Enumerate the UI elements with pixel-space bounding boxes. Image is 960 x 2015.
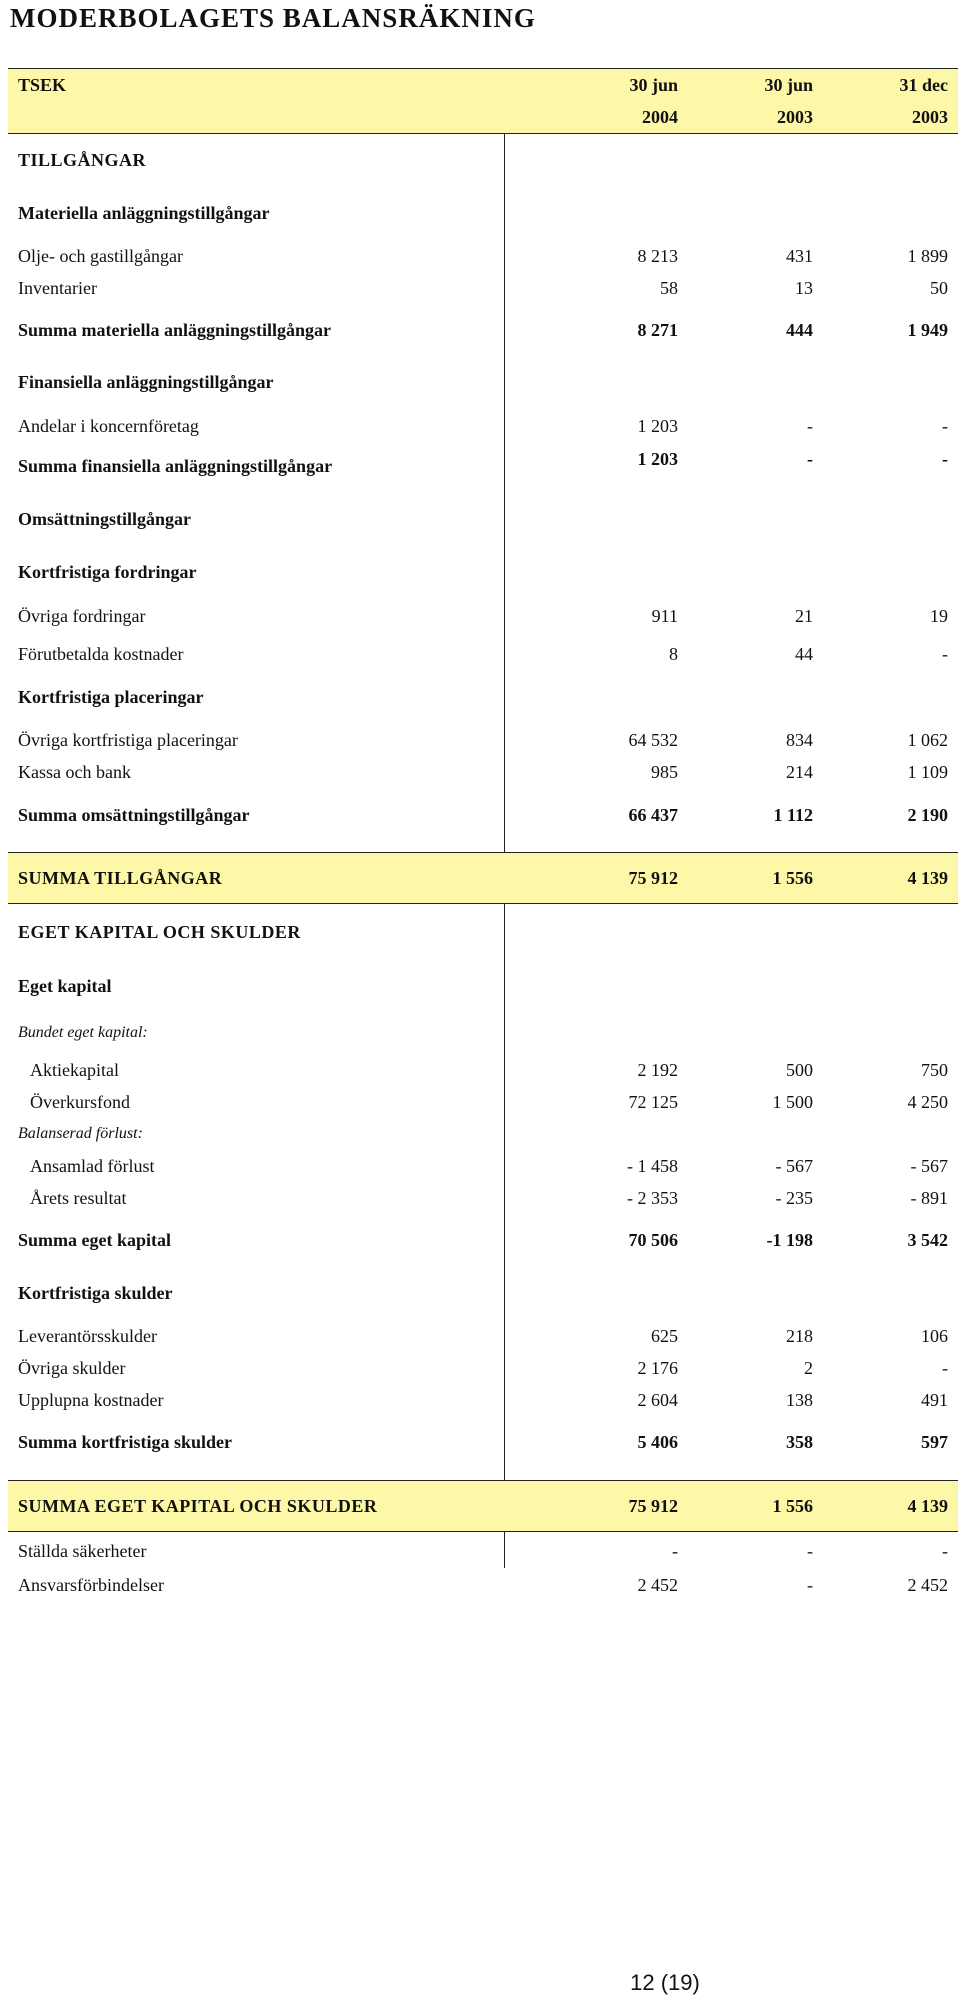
group-heading xyxy=(8,488,958,550)
value-c3: 4 250 xyxy=(907,1091,948,1112)
value-c2: - 235 xyxy=(775,1187,813,1208)
value-c1: 75 912 xyxy=(628,1495,678,1516)
value-c2: - xyxy=(807,1540,813,1561)
value-c1: 911 xyxy=(651,605,678,626)
row-label: Förutbetalda kostnader xyxy=(18,643,184,664)
value-c1: 985 xyxy=(651,761,678,782)
value-c1: 72 125 xyxy=(628,1091,678,1112)
value-c3: 750 xyxy=(921,1059,948,1080)
row-label: TILLGÅNGAR xyxy=(18,149,147,170)
subtotal-row xyxy=(8,1416,958,1468)
row-label: EGET KAPITAL OCH SKULDER xyxy=(18,921,301,942)
table-row xyxy=(8,1086,958,1118)
row-label: Kassa och bank xyxy=(18,761,131,782)
value-c1: - 1 458 xyxy=(627,1155,678,1176)
value-c2: 834 xyxy=(786,729,813,750)
row-label: Ansvarsförbindelser xyxy=(18,1574,164,1595)
table-row xyxy=(8,240,958,272)
table-row xyxy=(8,1182,958,1214)
value-c2: 218 xyxy=(786,1325,813,1346)
value-c2: 358 xyxy=(786,1431,813,1452)
group-heading xyxy=(8,670,958,724)
section-heading xyxy=(8,134,958,186)
row-label: Ansamlad förlust xyxy=(30,1155,155,1176)
value-c3: 4 139 xyxy=(907,1495,948,1516)
group-heading xyxy=(8,550,958,594)
row-label: Kortfristiga placeringar xyxy=(18,686,204,707)
header-c3-year: 2003 xyxy=(912,106,948,127)
value-c1: 2 192 xyxy=(637,1059,678,1080)
value-c1: 2 452 xyxy=(637,1574,678,1595)
row-label: Ställda säkerheter xyxy=(18,1540,147,1561)
page-number: 12 (19) xyxy=(630,1970,700,1995)
value-c1: 2 176 xyxy=(637,1357,678,1378)
value-c3: - 567 xyxy=(910,1155,948,1176)
row-label: Kortfristiga fordringar xyxy=(18,561,197,582)
value-c1: 2 604 xyxy=(637,1389,678,1410)
subtotal-row xyxy=(8,788,958,842)
table-row xyxy=(8,1320,958,1352)
table-row xyxy=(8,408,958,444)
row-label: Summa eget kapital xyxy=(18,1229,171,1250)
row-label: Summa materiella anläggningstillgångar xyxy=(18,319,332,340)
row-label: Upplupna kostnader xyxy=(18,1389,164,1410)
value-c2: - xyxy=(807,1574,813,1595)
value-c2: 1 556 xyxy=(772,867,813,888)
value-c3: 3 542 xyxy=(907,1229,948,1250)
value-c2: 444 xyxy=(786,319,813,340)
value-c3: 1 949 xyxy=(907,319,948,340)
value-c1: - 2 353 xyxy=(627,1187,678,1208)
total-equity-liabilities-row xyxy=(8,1480,958,1532)
table-row xyxy=(8,638,958,670)
group-heading xyxy=(8,356,958,408)
header-c1-top: 30 jun xyxy=(629,74,678,95)
value-c2: - 567 xyxy=(775,1155,813,1176)
value-c2: 13 xyxy=(795,277,813,298)
row-label: Aktiekapital xyxy=(30,1059,119,1080)
group-heading xyxy=(8,960,958,1012)
value-c1: 8 271 xyxy=(637,319,678,340)
value-c3: - xyxy=(942,643,948,664)
value-c3: 1 899 xyxy=(907,245,948,266)
value-c3: 491 xyxy=(921,1389,948,1410)
value-c3: - xyxy=(942,1540,948,1561)
row-label: Omsättningstillgångar xyxy=(18,508,192,529)
value-c2: 44 xyxy=(795,643,813,664)
value-c3: - xyxy=(942,415,948,436)
value-c1: 1 203 xyxy=(637,448,678,469)
row-label: Årets resultat xyxy=(30,1187,127,1208)
value-c2: 21 xyxy=(795,605,813,626)
value-c3: 4 139 xyxy=(907,867,948,888)
value-c3: - 891 xyxy=(910,1187,948,1208)
value-c1: 75 912 xyxy=(628,867,678,888)
row-label: Övriga skulder xyxy=(18,1357,126,1378)
value-c1: 70 506 xyxy=(628,1229,678,1250)
value-c3: 106 xyxy=(921,1325,948,1346)
row-label: Överkursfond xyxy=(30,1091,130,1112)
table-row xyxy=(8,1054,958,1086)
value-c2: 500 xyxy=(786,1059,813,1080)
value-c3: 597 xyxy=(921,1431,948,1452)
value-c2: 1 556 xyxy=(772,1495,813,1516)
value-c2: 138 xyxy=(786,1389,813,1410)
value-c3: 1 062 xyxy=(907,729,948,750)
row-label: Olje- och gastillgångar xyxy=(18,245,183,266)
value-c1: 66 437 xyxy=(628,804,678,825)
table-header xyxy=(8,68,958,101)
table-row xyxy=(8,756,958,788)
value-c1: 1 203 xyxy=(637,415,678,436)
value-c2: 214 xyxy=(786,761,813,782)
row-label: Inventarier xyxy=(18,277,97,298)
header-c2-year: 2003 xyxy=(777,106,813,127)
table-row xyxy=(8,1532,958,1570)
row-label: Eget kapital xyxy=(18,975,112,996)
value-c2: -1 198 xyxy=(766,1229,813,1250)
row-label: Summa kortfristiga skulder xyxy=(18,1431,233,1452)
table-row xyxy=(8,272,958,304)
value-c2: 2 xyxy=(804,1357,813,1378)
section-heading xyxy=(8,904,958,960)
subtotal-row xyxy=(8,304,958,356)
row-label: Bundet eget kapital: xyxy=(18,1024,148,1041)
value-c3: 2 190 xyxy=(907,804,948,825)
row-label: SUMMA EGET KAPITAL OCH SKULDER xyxy=(18,1495,378,1516)
row-label: Balanserad förlust: xyxy=(18,1125,143,1142)
group-heading xyxy=(8,186,958,240)
value-c3: 1 109 xyxy=(907,761,948,782)
row-label: Materiella anläggningstillgångar xyxy=(18,202,270,223)
row-label: Övriga kortfristiga placeringar xyxy=(18,729,238,750)
value-c3: 19 xyxy=(930,605,948,626)
balance-sheet-table xyxy=(8,68,958,1600)
value-c2: 431 xyxy=(786,245,813,266)
total-assets-row xyxy=(8,852,958,904)
value-c3: - xyxy=(942,1357,948,1378)
row-label: Summa finansiella anläggningstillgångar xyxy=(18,455,333,476)
value-c2: - xyxy=(807,415,813,436)
value-c2: - xyxy=(807,448,813,469)
value-c1: 5 406 xyxy=(637,1431,678,1452)
table-header-years xyxy=(8,101,958,134)
page-title: MODERBOLAGETS BALANSRÄKNING xyxy=(10,3,536,33)
row-label: Leverantörsskulder xyxy=(18,1325,157,1346)
table-row xyxy=(8,1150,958,1182)
subtotal-row xyxy=(8,1214,958,1266)
value-c1: 64 532 xyxy=(628,729,678,750)
table-row xyxy=(8,1352,958,1384)
table-row xyxy=(8,724,958,756)
row-label: Finansiella anläggningstillgångar xyxy=(18,371,274,392)
row-label: SUMMA TILLGÅNGAR xyxy=(18,867,223,888)
row-label: Andelar i koncernföretag xyxy=(18,415,199,436)
header-c3-top: 31 dec xyxy=(899,74,948,95)
value-c1: 58 xyxy=(660,277,678,298)
header-label: TSEK xyxy=(18,74,67,95)
value-c1: - xyxy=(672,1540,678,1561)
value-c3: 50 xyxy=(930,277,948,298)
value-c1: 8 213 xyxy=(637,245,678,266)
subgroup-label xyxy=(8,1012,958,1054)
row-label: Summa omsättningstillgångar xyxy=(18,804,250,825)
value-c1: 625 xyxy=(651,1325,678,1346)
value-c2: 1 500 xyxy=(772,1091,813,1112)
header-c2-top: 30 jun xyxy=(764,74,813,95)
value-c2: 1 112 xyxy=(773,804,813,825)
header-c1-year: 2004 xyxy=(642,106,678,127)
table-row xyxy=(8,594,958,638)
row-label: Övriga fordringar xyxy=(18,605,146,626)
value-c3: - xyxy=(942,448,948,469)
table-row xyxy=(8,1384,958,1416)
row-label: Kortfristiga skulder xyxy=(18,1282,173,1303)
value-c1: 8 xyxy=(669,643,678,664)
value-c3: 2 452 xyxy=(907,1574,948,1595)
group-heading xyxy=(8,1266,958,1320)
table-row xyxy=(8,1570,958,1600)
subtotal-row xyxy=(8,444,958,488)
subgroup-label xyxy=(8,1118,958,1150)
